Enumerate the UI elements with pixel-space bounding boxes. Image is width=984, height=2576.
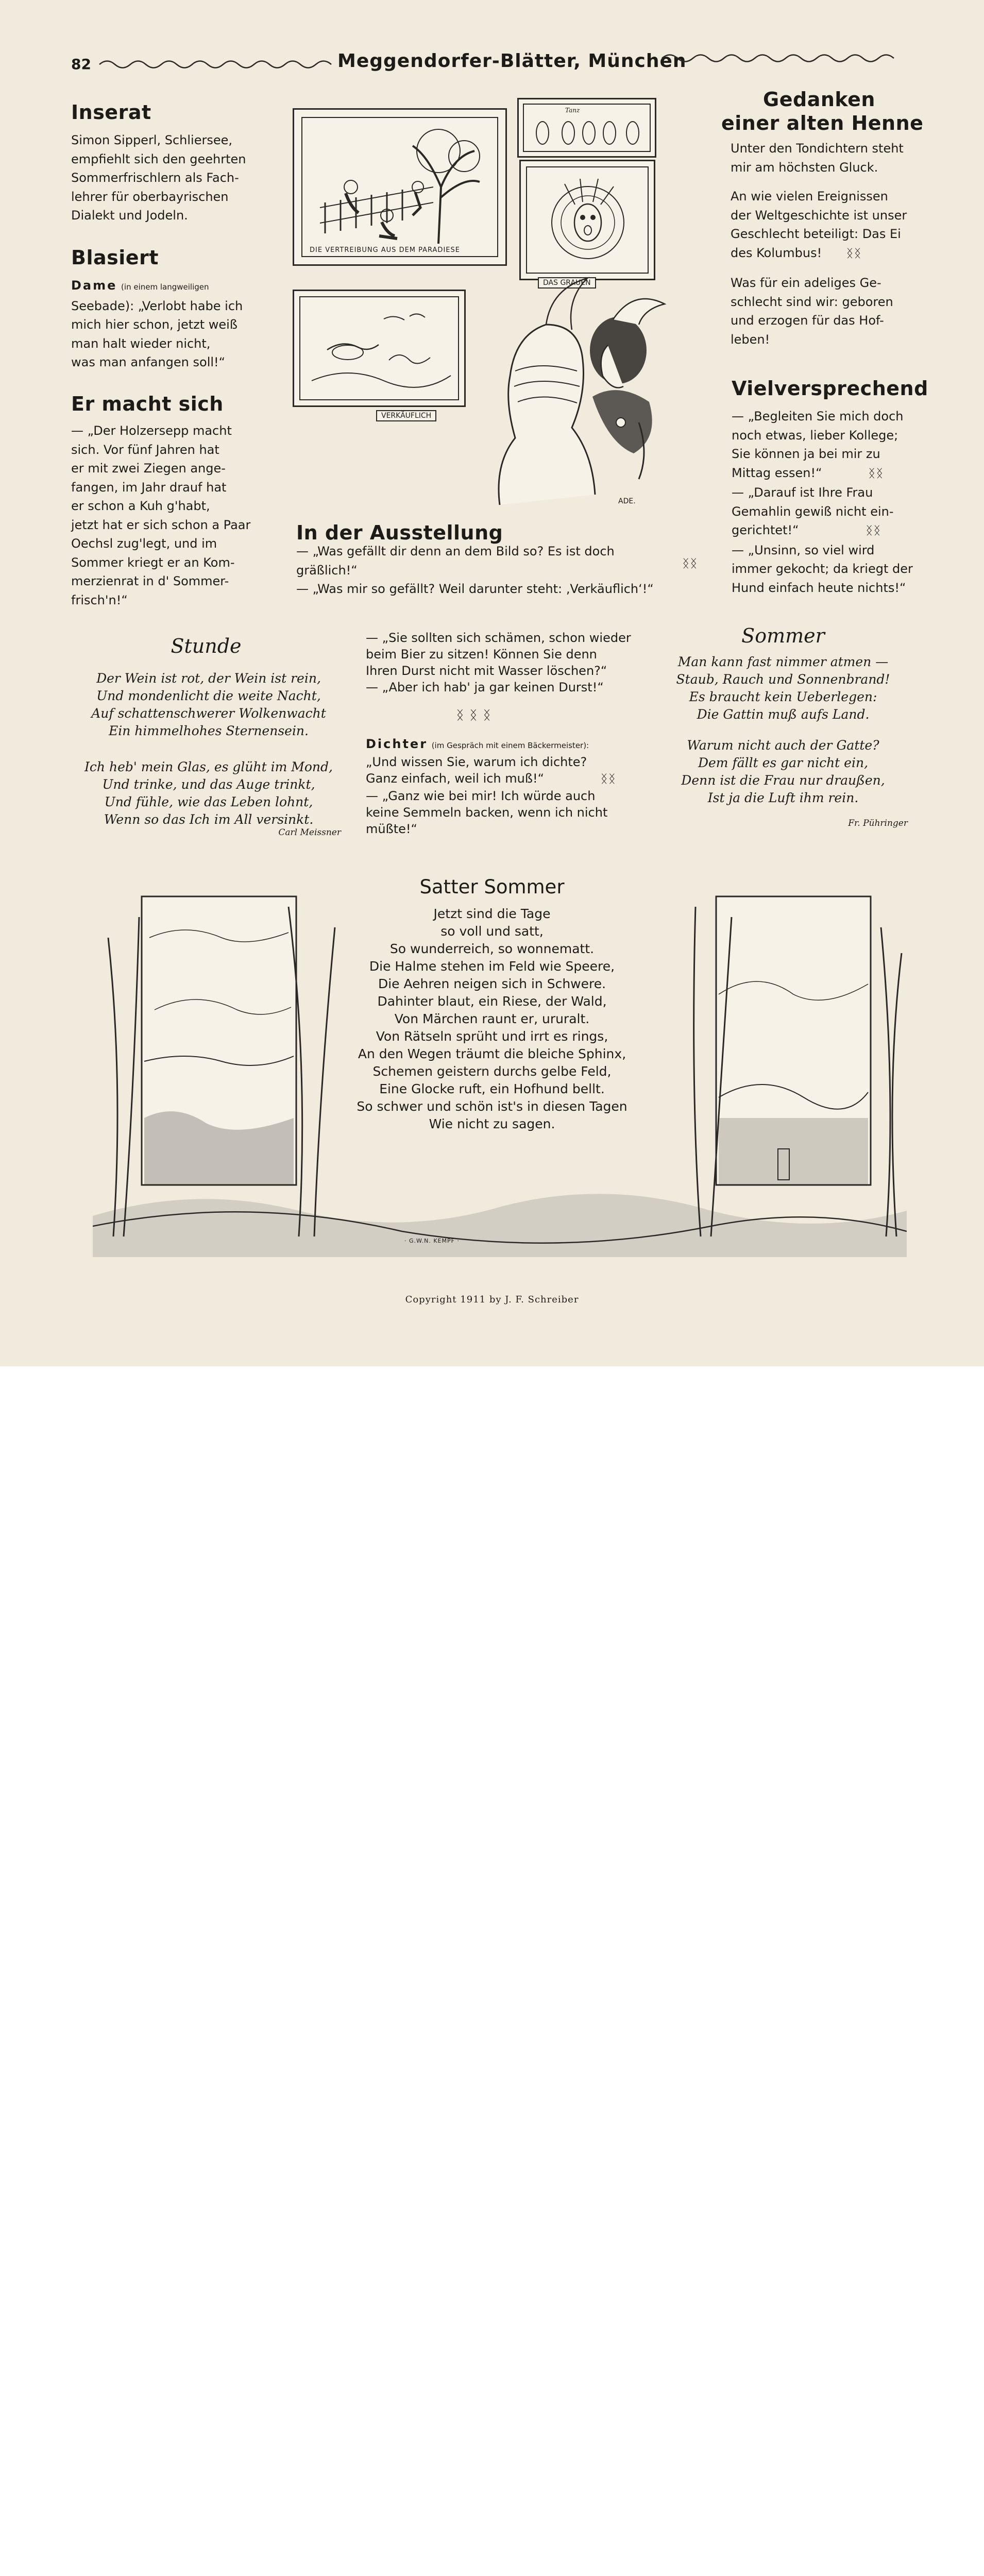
stunde-author: Carl Meissner	[278, 827, 341, 838]
sommer-poem	[654, 653, 912, 807]
vielversprechend-line: Mittag essen!“	[732, 465, 822, 480]
middle-divider: ᛝ ᛝ ᛝ	[456, 708, 492, 722]
gedanken-title	[721, 88, 924, 135]
sommer-line: Warum nicht auch der Gatte?	[687, 738, 879, 753]
middle-text	[366, 630, 639, 696]
dichter-text	[366, 736, 644, 837]
er-macht-sich-line: er mit zwei Ziegen ange-	[71, 461, 226, 476]
middle-line: Ihren Durst nicht mit Wasser löschen?“	[366, 664, 607, 678]
middle-line: — „Aber ich hab' ja gar keinen Durst!“	[366, 680, 604, 694]
stunde-line: Der Wein ist rot, der Wein ist rein,	[96, 671, 321, 686]
satter-sommer-line: An den Wegen träumt die bleiche Sphinx,	[358, 1046, 626, 1061]
er-macht-sich-line: frisch'n!“	[71, 592, 128, 607]
library-footer	[0, 1366, 984, 1437]
er-macht-sich-line: Sommer kriegt er an Kom-	[71, 555, 235, 570]
er-macht-sich-line: fangen, im Jahr drauf hat	[71, 480, 227, 495]
stunde-line: Und mondenlicht die weite Nacht,	[96, 688, 321, 703]
gedanken-line: leben!	[731, 332, 770, 347]
vielversprechend-line: — „Begleiten Sie mich doch	[732, 409, 904, 423]
masthead-title: Meggendorfer-Blätter, München	[337, 50, 687, 72]
satter-sommer-line: Wie nicht zu sagen.	[429, 1116, 555, 1131]
vielversprechend-line: noch etwas, lieber Kollege;	[732, 428, 898, 443]
exhibition-illustration	[289, 98, 711, 510]
gedanken-text	[731, 139, 911, 349]
satter-sommer-line: Die Halme stehen im Feld wie Speere,	[369, 959, 615, 974]
stunde-line: Und trinke, und das Auge trinkt,	[102, 777, 315, 792]
blasiert-stage: (in einem langweiligen	[121, 282, 209, 292]
er-macht-sich-line: — „Der Holzersepp macht	[71, 423, 232, 438]
copyright-line: Copyright 1911 by J. F. Schreiber	[405, 1294, 579, 1305]
satter-sommer-line: Von Märchen raunt er, ururalt.	[394, 1011, 590, 1026]
gedanken-title-line: einer alten Henne	[721, 112, 924, 134]
dichter-line: — „Ganz wie bei mir! Ich würde auch	[366, 789, 596, 803]
stunde-line: Auf schattenschwerer Wolkenwacht	[91, 706, 326, 721]
blasiert-title: Blasiert	[71, 246, 159, 269]
ausstellung-marker: ᛝᛝ	[682, 557, 698, 570]
gedanken-line: Unter den Tondichtern steht	[731, 141, 904, 156]
satter-sommer-line: Von Rätseln sprüht und irrt es rings,	[376, 1029, 608, 1044]
sommer-line: Die Gattin muß aufs Land.	[697, 707, 870, 722]
ausstellung-line: gräßlich!“	[296, 563, 358, 578]
vielversprechend-marker: ᛝᛝ	[866, 524, 881, 537]
vielversprechend-line: Sie können ja bei mir zu	[732, 447, 880, 461]
sommer-author: Fr. Pühringer	[848, 818, 908, 828]
inserat-title: Inserat	[71, 101, 151, 124]
er-macht-sich-line: Oechsl zug'legt, und im	[71, 536, 217, 551]
stunde-line: Wenn so das Ich im All versinkt.	[104, 812, 314, 827]
small-painting	[517, 98, 656, 158]
blasiert-line: Seebade): „Verlobt habe ich	[71, 298, 243, 313]
dichter-line: müßte!“	[366, 822, 417, 836]
gedanken-line: des Kolumbus!	[731, 245, 822, 260]
vielversprechend-title: Vielversprechend	[732, 377, 928, 400]
inserat-line: Sommerfrischlern als Fach-	[71, 171, 239, 185]
gedanken-line: schlecht sind wir: geboren	[731, 294, 893, 309]
middle-line: beim Bier zu sitzen! Können Sie denn	[366, 647, 597, 662]
dichter-line: „Und wissen Sie, warum ich dichte?	[366, 755, 587, 769]
vielversprechend-line: immer gekocht; da kriegt der	[732, 562, 913, 576]
ausstellung-line: — „Was mir so gefällt? Weil darunter steht: ‚Verkäuflich‘!“	[296, 582, 654, 596]
paradise-painting	[293, 108, 507, 266]
satter-sommer-line: Eine Glocke ruft, ein Hofhund bellt.	[379, 1081, 605, 1096]
satter-sommer-artist: · G.W.N. KEMPF ·	[404, 1238, 460, 1244]
satter-sommer-line: Schemen geistern durchs gelbe Feld,	[372, 1064, 612, 1079]
gedanken-title-line: Gedanken	[763, 88, 875, 111]
inserat-line: Simon Sipperl, Schliersee,	[71, 133, 233, 147]
satter-sommer-line: So wunderreich, so wonnematt.	[389, 941, 595, 956]
sommer-line: Staub, Rauch und Sonnenbrand!	[676, 672, 890, 687]
er-macht-sich-title: Er macht sich	[71, 393, 224, 415]
page-number: 82	[71, 56, 91, 73]
ausstellung-line: — „Was gefällt dir denn an dem Bild so? Es ist doch	[296, 544, 615, 558]
dichter-line: keine Semmeln backen, wenn ich nicht	[366, 805, 608, 820]
gedanken-line: An wie vielen Ereignissen	[731, 189, 888, 204]
dichter-marker: ᛝᛝ	[601, 773, 617, 786]
er-macht-sich-line: merzienrat in d' Sommer-	[71, 574, 229, 588]
satter-sommer-line: So schwer und schön ist's in diesen Tagen	[357, 1099, 627, 1114]
stunde-line: Ich heb' mein Glas, es glüht im Mond,	[84, 759, 333, 774]
vielversprechend-line: — „Darauf ist Ihre Frau	[732, 485, 873, 500]
stunde-line: Ein himmelhohes Sternensein.	[108, 723, 309, 738]
vielversprechend-text	[732, 407, 917, 597]
illustration-signature: ADE.	[618, 497, 636, 505]
sommer-title: Sommer	[741, 624, 825, 647]
middle-line: — „Sie sollten sich schämen, schon wieder	[366, 631, 631, 645]
gedanken-line: Was für ein adeliges Ge-	[731, 276, 881, 290]
vielversprechend-line: — „Unsinn, so viel wird	[732, 543, 875, 557]
gedanken-line: mir am höchsten Gluck.	[731, 160, 878, 175]
sommer-line: Denn ist die Frau nur draußen,	[681, 773, 885, 788]
stunde-title: Stunde	[171, 635, 242, 657]
blasiert-speaker: Dame	[71, 278, 117, 293]
sommer-line: Ist ja die Luft ihm rein.	[707, 790, 859, 805]
viewers-drawing	[417, 268, 675, 510]
dichter-speaker: Dichter	[366, 737, 428, 751]
left-ornament	[97, 58, 334, 71]
sommer-line: Es braucht kein Ueberlegen:	[689, 689, 877, 704]
satter-sommer-line: Jetzt sind die Tage	[433, 906, 551, 921]
blasiert-line: mich hier schon, jetzt weiß	[71, 317, 237, 332]
er-macht-sich-line: er schon a Kuh g'habt,	[71, 499, 210, 513]
grauen-caption: DAS GRAUEN	[538, 277, 596, 289]
dichter-line: Ganz einfach, weil ich muß!“	[366, 771, 545, 786]
vielversprechend-line: Gemahlin gewiß nicht ein-	[732, 504, 894, 519]
blasiert-text	[71, 276, 262, 372]
satter-sommer-line: so voll und satt,	[440, 924, 544, 939]
stunde-poem	[72, 670, 345, 828]
dichter-stage: (im Gespräch mit einem Bäckermeister):	[431, 741, 589, 750]
gedanken-marker: ᛝᛝ	[846, 247, 862, 260]
inserat-line: Dialekt und Jodeln.	[71, 208, 188, 223]
satter-sommer-title: Satter Sommer	[419, 876, 565, 898]
stunde-line: Und fühle, wie das Leben lohnt,	[104, 794, 313, 809]
verkaeuflich-caption: VERKÄUFLICH	[376, 410, 436, 421]
satter-sommer-line: Dahinter blaut, ein Riese, der Wald,	[377, 994, 607, 1009]
satter-sommer-line: Die Aehren neigen sich in Schwere.	[378, 976, 606, 991]
ausstellung-text	[296, 542, 698, 599]
er-macht-sich-text	[71, 421, 262, 609]
gedanken-line: der Weltgeschichte ist unser	[731, 208, 907, 223]
er-macht-sich-line: jetzt hat er sich schon a Paar	[71, 517, 251, 532]
vielversprechend-marker: ᛝᛝ	[868, 467, 884, 480]
er-macht-sich-line: sich. Vor fünf Jahren hat	[71, 442, 219, 457]
small-painting-caption: Tanz	[565, 107, 580, 114]
vielversprechend-line: Hund einfach heute nichts!“	[732, 580, 906, 595]
sommer-line: Dem fällt es gar nicht ein,	[698, 755, 869, 770]
gedanken-line: und erzogen für das Hof-	[731, 313, 884, 328]
gedanken-line: Geschlecht beteiligt: Das Ei	[731, 227, 901, 241]
blasiert-line: was man anfangen soll!“	[71, 355, 226, 369]
satter-sommer-poem	[337, 905, 647, 1133]
inserat-text	[71, 131, 262, 225]
vielversprechend-line: gerichtet!“	[732, 523, 799, 537]
sommer-line: Man kann fast nimmer atmen —	[677, 654, 889, 669]
blasiert-line: man halt wieder nicht,	[71, 336, 211, 351]
ausstellung-title: In der Ausstellung	[296, 521, 503, 544]
grauen-painting	[519, 160, 655, 280]
right-ornament	[659, 52, 902, 65]
inserat-line: lehrer für oberbayrischen	[71, 189, 229, 204]
paradise-caption: DIE VERTREIBUNG AUS DEM PARADIESE	[310, 246, 460, 254]
inserat-line: empfiehlt sich den geehrten	[71, 151, 246, 166]
